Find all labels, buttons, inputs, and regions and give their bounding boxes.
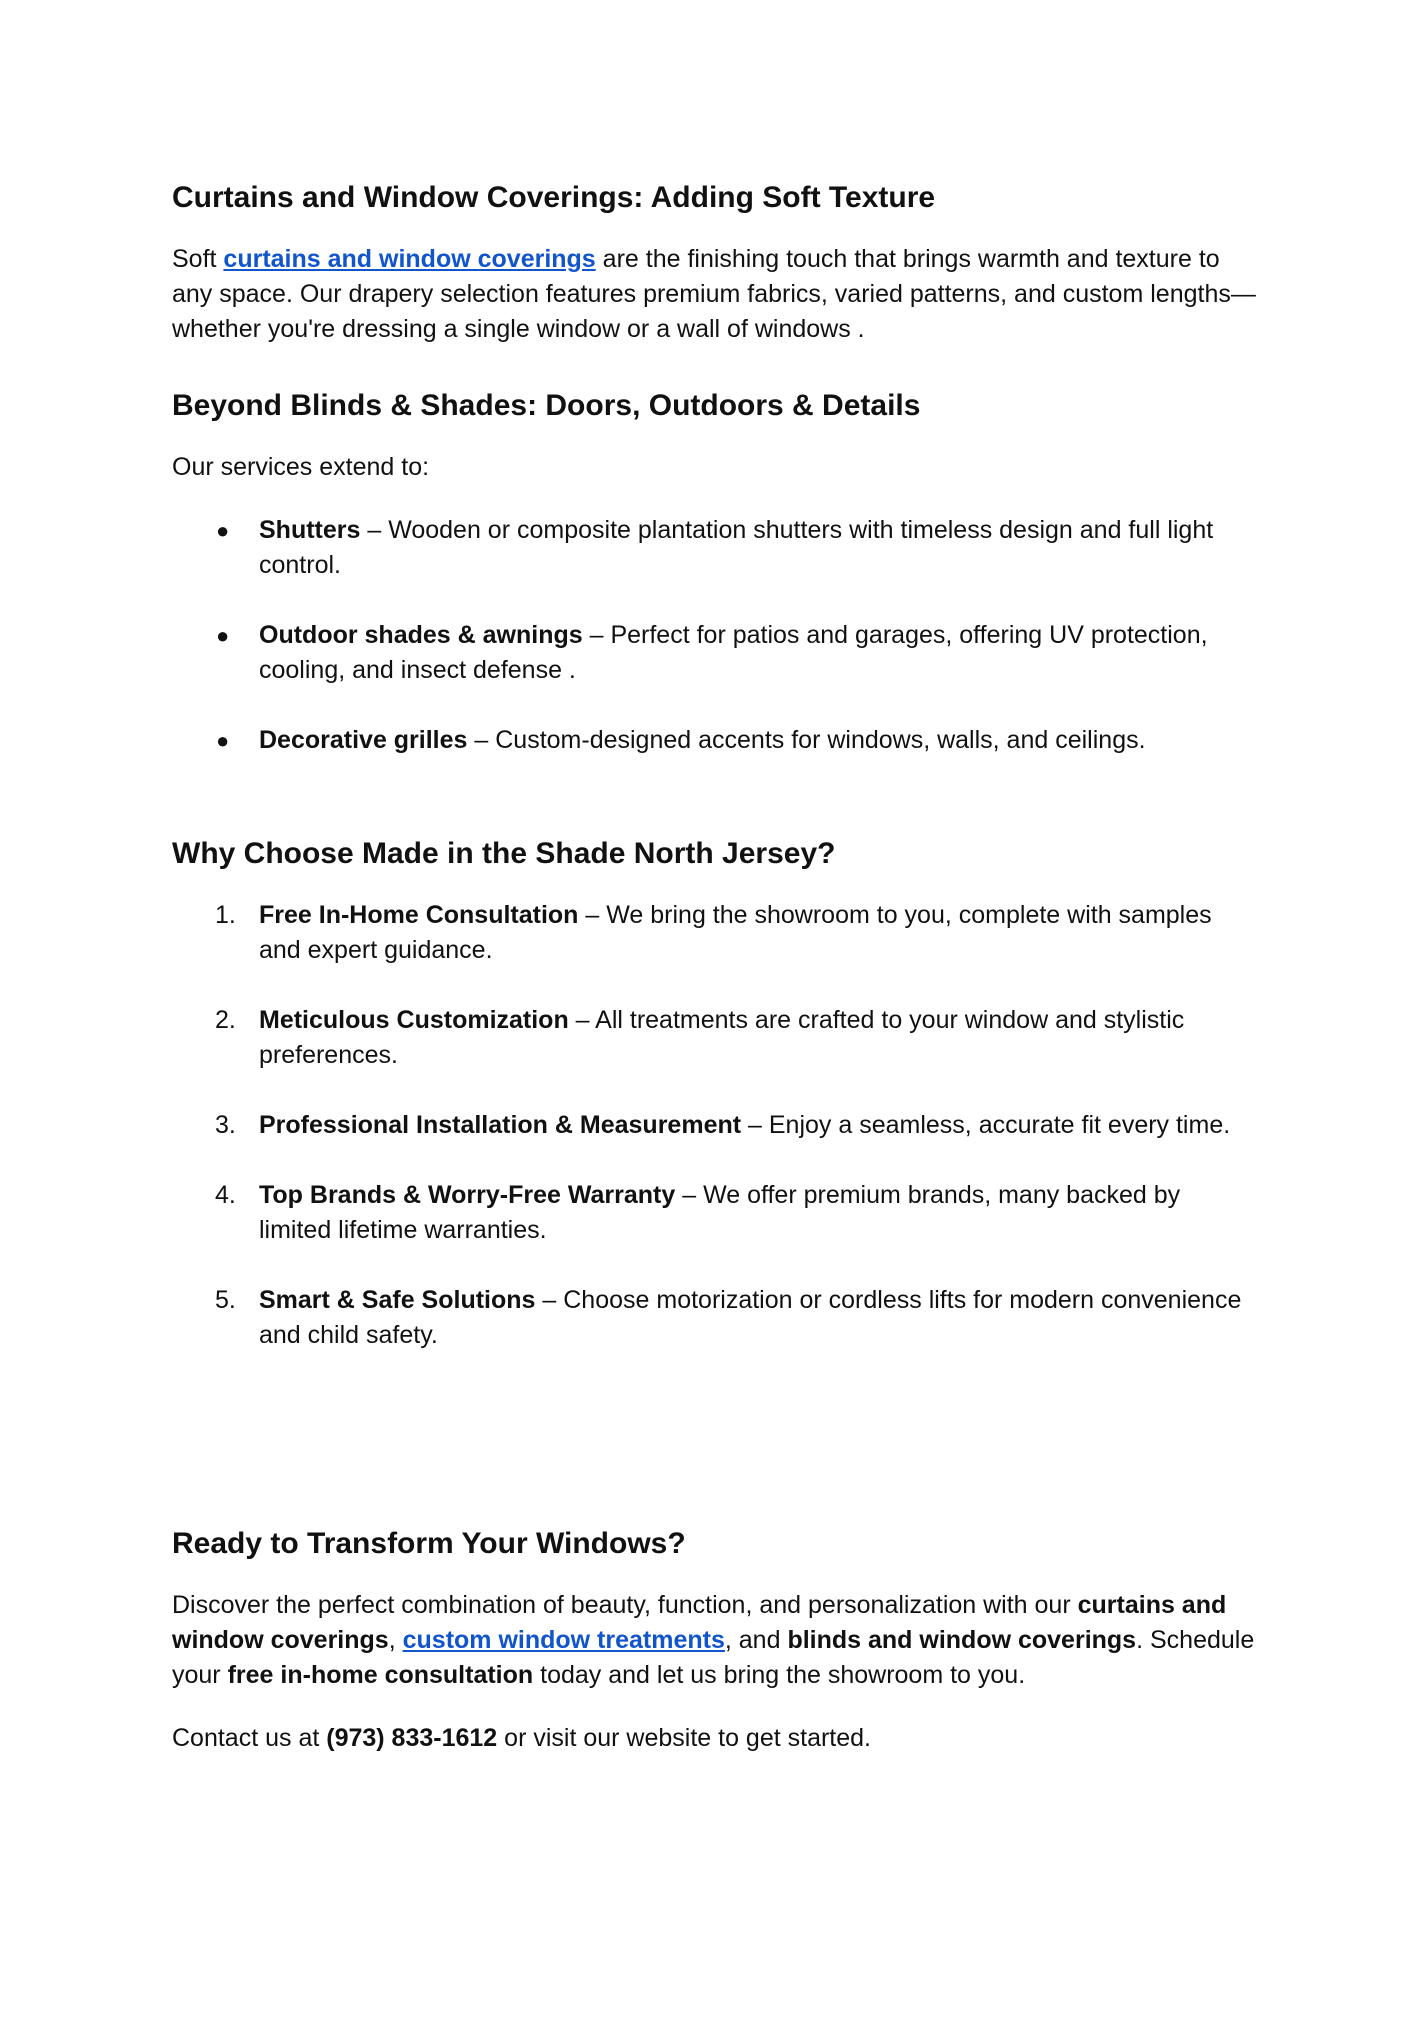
item-text: – Custom-designed accents for windows, walls, and ceilings. <box>467 726 1146 754</box>
list-item <box>172 898 1258 968</box>
item-text: – All treatments are crafted to your window and stylistic preferences. <box>259 1006 1185 1069</box>
text-span: Soft <box>172 245 224 273</box>
item-text: – Perfect for patios and garages, offering UV protection, cooling, and insect defense . <box>259 621 1208 684</box>
list-number: 3. <box>215 1111 236 1139</box>
text-span: Contact us at <box>172 1724 327 1752</box>
section-curtains <box>172 176 1258 347</box>
item-title: Top Brands & Worry‑Free Warranty <box>259 1181 676 1209</box>
reasons-list <box>172 898 1258 1353</box>
item-text: – We offer premium brands, many backed by limited lifetime warranties. <box>259 1181 1181 1244</box>
list-number: 2. <box>215 1006 236 1034</box>
item-title: Shutters <box>259 516 361 544</box>
heading-why-choose: Why Choose Made in the Shade North Jersey? <box>172 837 836 870</box>
item-title: Decorative grilles <box>259 726 468 754</box>
bold-text: free in‑home consultation <box>227 1661 534 1689</box>
list-item <box>172 1283 1258 1353</box>
text-span: are the finishing touch that brings warmth and texture to any space. Our drapery selection features premium fabrics, varied patterns, and custom lengths—whether you're dressing a single window or a wall of windows . <box>172 245 1256 343</box>
bullet-icon: ● <box>216 518 230 543</box>
paragraph-services-intro: Our services extend to: <box>172 453 430 481</box>
item-title: Smart & Safe Solutions <box>259 1286 536 1314</box>
heading-ready: Ready to Transform Your Windows? <box>172 1527 686 1560</box>
text-span: . Schedule your <box>172 1626 1255 1689</box>
item-title: Meticulous Customization <box>259 1006 569 1034</box>
paragraph-contact <box>172 1721 1258 1756</box>
item-title: Professional Installation & Measurement <box>259 1111 742 1139</box>
item-title: Outdoor shades & awnings <box>259 621 583 649</box>
text-span: , and <box>724 1626 788 1654</box>
link-curtains-window-coverings[interactable]: curtains and window coverings <box>223 245 596 273</box>
list-number: 1. <box>215 901 236 929</box>
item-title: Free In‑Home Consultation <box>259 901 579 929</box>
section-beyond <box>172 384 1258 758</box>
list-number: 4. <box>215 1181 236 1209</box>
link-custom-window-treatments[interactable]: custom window treatments <box>402 1626 725 1654</box>
item-text: – Enjoy a seamless, accurate fit every time. <box>741 1111 1231 1139</box>
item-text: – Choose motorization or cordless lifts for modern convenience and child safety. <box>259 1286 1242 1349</box>
list-item <box>172 618 1258 688</box>
heading-beyond: Beyond Blinds & Shades: Doors, Outdoors & Details <box>172 389 921 422</box>
list-item <box>172 1108 1258 1143</box>
bold-text: curtains and window coverings <box>172 1591 1227 1654</box>
list-number: 5. <box>215 1286 236 1314</box>
item-text: – Wooden or composite plantation shutters with timeless design and full light control. <box>259 516 1214 579</box>
item-text: – We bring the showroom to you, complete with samples and expert guidance. <box>259 901 1212 964</box>
phone-number: (973) 833‑1612 <box>326 1724 498 1752</box>
services-list <box>172 513 1258 758</box>
paragraph-ready <box>172 1588 1258 1693</box>
paragraph-curtains <box>172 242 1258 347</box>
text-span: today and let us bring the showroom to you. <box>533 1661 1026 1689</box>
bold-text: blinds and window coverings <box>787 1626 1137 1654</box>
text-span: , <box>388 1626 403 1654</box>
bullet-icon: ● <box>216 623 230 648</box>
text-span: Discover the perfect combination of beauty, function, and personalization with our <box>172 1591 1078 1619</box>
heading-curtains: Curtains and Window Coverings: Adding Soft Texture <box>172 181 936 214</box>
list-item <box>172 513 1258 583</box>
bullet-icon: ● <box>216 728 230 753</box>
list-item <box>172 1178 1258 1248</box>
section-why-choose <box>172 832 1258 1353</box>
section-ready <box>172 1522 1258 1756</box>
list-item <box>172 1003 1258 1073</box>
list-item <box>172 723 1258 758</box>
text-span: or visit our website to get started. <box>497 1724 871 1752</box>
